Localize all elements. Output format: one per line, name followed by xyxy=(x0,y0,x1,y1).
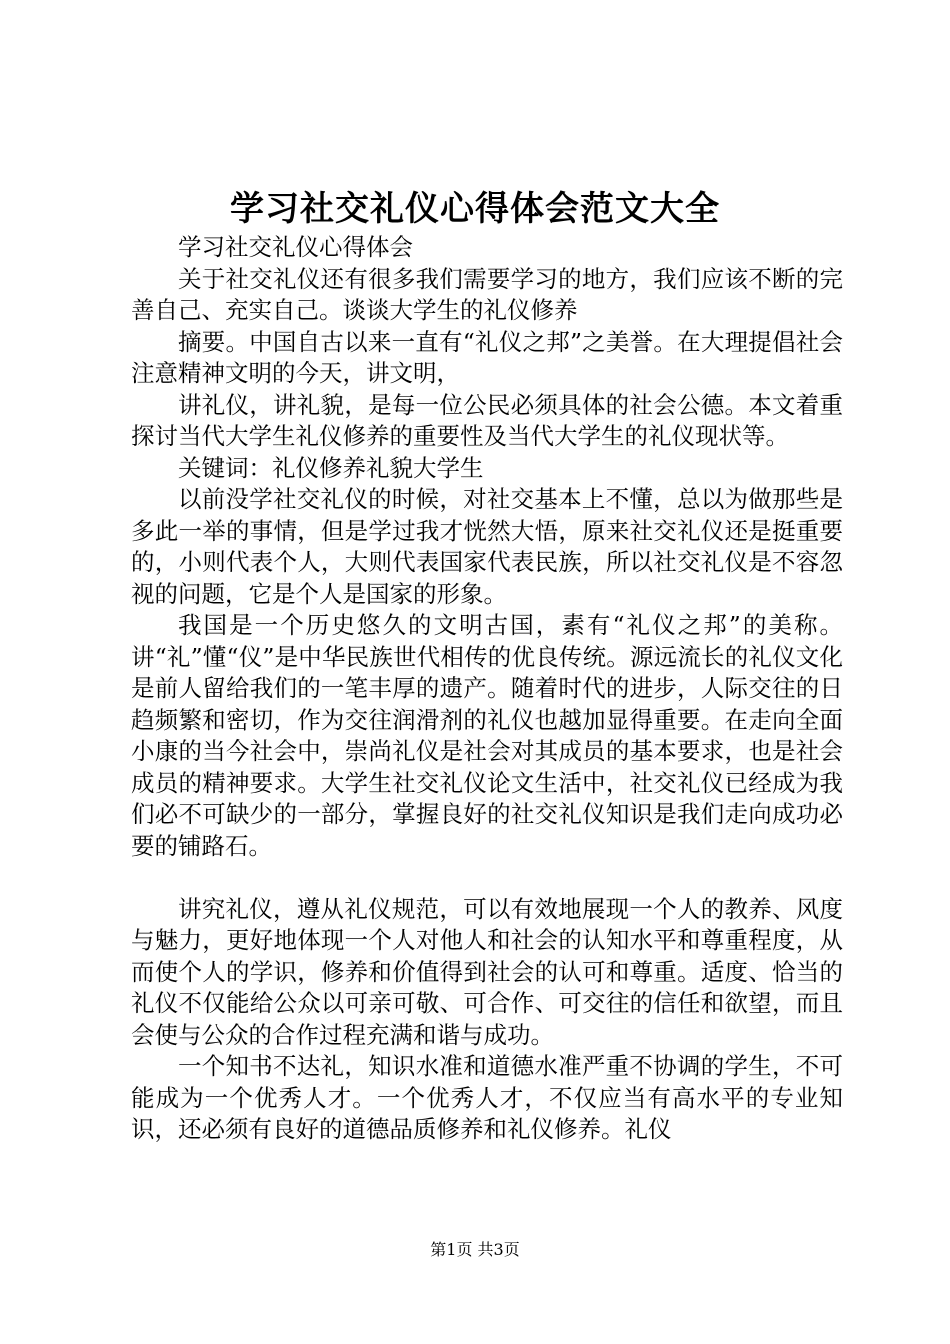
paragraph: 讲礼仪，讲礼貌，是每一位公民必须具体的社会公德。本文着重探讨当代大学生礼仪修养的重要性及当代大学生的礼仪现状等。 xyxy=(131,390,843,450)
paragraph-abstract: 摘要。中国自古以来一直有“礼仪之邦”之美誉。在大理提倡社会注意精神文明的今天，讲文明， xyxy=(131,327,843,387)
paragraph-keywords: 关键词：礼仪修养礼貌大学生 xyxy=(178,453,484,482)
document-body xyxy=(131,232,843,1146)
paragraph: 讲究礼仪，遵从礼仪规范，可以有效地展现一个人的教养、风度与魅力，更好地体现一个人对他人和社会的认知水平和尊重程度，从而使个人的学识，修养和价值得到社会的认可和尊重。适度、恰当的礼仪不仅能给公众以可亲可敬、可合作、可交往的信任和欲望，而且会使与公众的合作过程充满和谐与成功。 xyxy=(131,894,843,1049)
paragraph-subtitle: 学习社交礼仪心得体会 xyxy=(178,233,413,261)
document-title: 学习社交礼仪心得体会范文大全 xyxy=(230,189,720,229)
paragraph: 一个知书不达礼，知识水准和道德水准严重不协调的学生，不可能成为一个优秀人才。一个优秀人才，不仅应当有高水平的专业知识，还必须有良好的道德品质修养和礼仪修养。礼仪 xyxy=(131,1052,843,1143)
paragraph: 关于社交礼仪还有很多我们需要学习的地方，我们应该不断的完善自己、充实自己。谈谈大学生的礼仪修养 xyxy=(131,264,843,324)
page-number-footer: 第1页 共3页 xyxy=(430,1240,520,1259)
paragraph: 我国是一个历史悠久的文明古国，素有“礼仪之邦”的美称。讲“礼”懂“仪”是中华民族世代相传的优良传统。源远流长的礼仪文化是前人留给我们的一笔丰厚的遗产。随着时代的进步，人际交往的日趋频繁和密切，作为交往润滑剂的礼仪也越加显得重要。在走向全面小康的当今社会中，崇尚礼仪是社会对其成员的基本要求，也是社会成员的精神要求。大学生社交礼仪论文生活中，社交礼仪已经成为我们必不可缺少的一部分，掌握良好的社交礼仪知识是我们走向成功必要的铺路石。 xyxy=(131,611,843,860)
paragraph: 以前没学社交礼仪的时候，对社交基本上不懂，总以为做那些是多此一举的事情，但是学过我才恍然大悟，原来社交礼仪还是挺重要的，小则代表个人，大则代表国家代表民族，所以社交礼仪是不容忽视的问题，它是个人是国家的形象。 xyxy=(131,485,843,608)
